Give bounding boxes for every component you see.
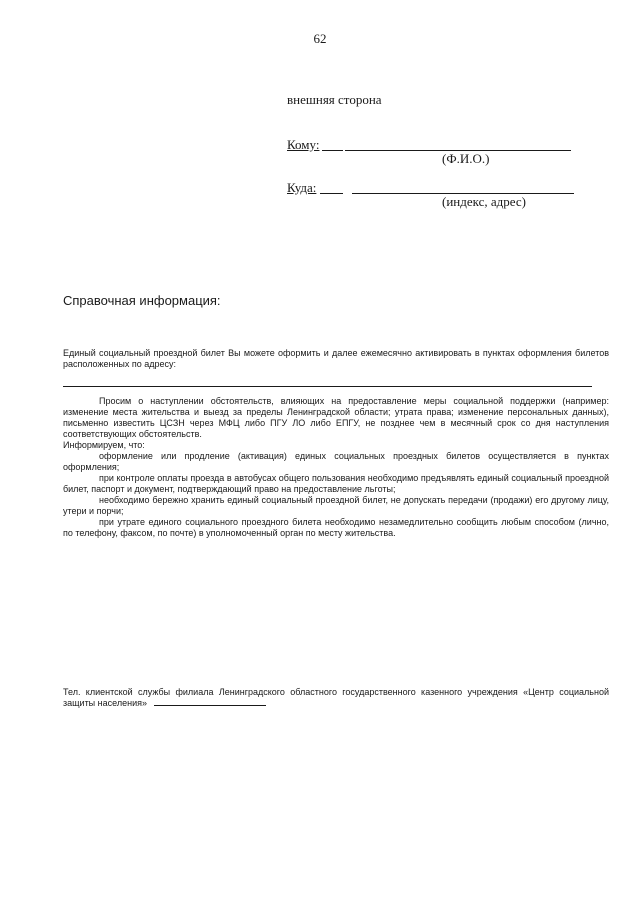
- phone-blank-line[interactable]: [154, 705, 266, 706]
- to-label: Кому:: [287, 137, 320, 152]
- where-short-line: [320, 193, 343, 194]
- info-item: необходимо бережно хранить единый социальный проездной билет, не допускать передачи (продажи) его другому лицу, утери и порчи;: [63, 495, 609, 516]
- info-item: при контроле оплаты проезда в автобусах общего пользования необходимо предъявлять единый социальный проездной билет, паспорт и документ, подтверждающий право на предоставление льготы;: [63, 473, 609, 494]
- info-body: [63, 396, 609, 539]
- phone-block: [63, 687, 609, 709]
- request-text: Просим о наступлении обстоятельств, влияющих на предоставление меры социальной поддержки (например: изменение места жительства и выезд за пределы Ленинградской области; утрата права; изменение персональных данных), письменно известить ЦСЗН через МФЦ либо ПГУ ЛО либо ЕПГУ, не позднее чем в месячный срок со дня наступления соответствующих обстоятельств.: [63, 396, 609, 439]
- intro-paragraph: [63, 348, 609, 370]
- envelope-side-label: внешняя сторона: [287, 92, 382, 107]
- address-blank-line[interactable]: [63, 386, 592, 387]
- where-hint: (индекс, адрес): [442, 194, 526, 209]
- to-short-line: [322, 150, 343, 151]
- intro-text: Единый социальный проездной билет Вы можете оформить и далее ежемесячно активировать в пунктах оформления билетов расположенных по адресу:: [63, 348, 609, 369]
- info-title: Справочная информация:: [63, 293, 221, 308]
- page-number: 62: [313, 31, 327, 46]
- info-item: при утрате единого социального проездного билета необходимо незамедлительно сообщить любым способом (лично, по телефону, факсом, по почте) в уполномоченный орган по месту жительства.: [63, 517, 609, 538]
- info-item: оформление или продление (активация) единых социальных проездных билетов осуществляется в пунктах оформления;: [63, 451, 609, 472]
- inform-label: Информируем, что:: [63, 440, 145, 450]
- phone-text: Тел. клиентской службы филиала Ленинградского областного государственного казенного учреждения «Центр социальной защиты населения»: [63, 687, 609, 708]
- to-hint: (Ф.И.О.): [442, 151, 490, 166]
- where-label: Куда:: [287, 180, 317, 195]
